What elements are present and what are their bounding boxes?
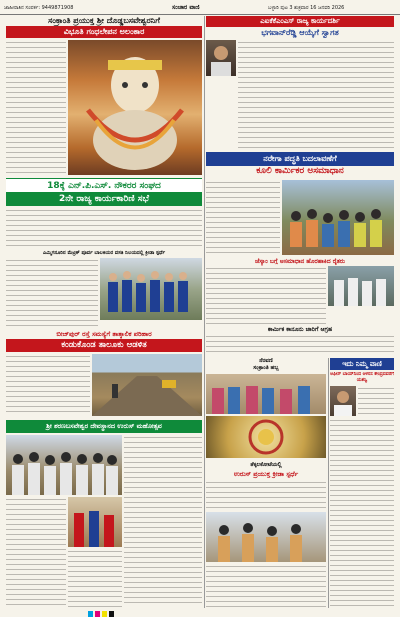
rangoli-pattern (206, 416, 326, 458)
s9-kicker: ನೆರವಣಿ (259, 358, 273, 364)
s6-body (206, 266, 326, 324)
columnist-figure (330, 386, 356, 416)
column-rule (204, 16, 205, 608)
s10-headline: ಇದು ನಿಮ್ಮ ವಾಣಿ (330, 358, 394, 370)
s12-headline: ಉರುಸ್ ಪ್ರಯುಕ್ತ ಕ್ರೀಡಾ ಸ್ಪರ್ಧೆ (233, 470, 299, 478)
s4-headline: 18ಕ್ಕೆ ಎನ್.ಪಿ.ಎಸ್. ನೌಕರರ ಸಂಘದ (6, 178, 202, 192)
s6-headline: ಜೆಸ್ಕಾಂ ಬಗ್ಗೆ ಅಸಮಾಧಾನ ಹೊರಹಾಕಿದ ರೈತರು (254, 258, 345, 265)
idol-shape (68, 40, 202, 175)
sports-photo (100, 258, 202, 320)
urus-crowd (6, 435, 122, 495)
procession-scene (68, 497, 122, 547)
s11-body-3 (68, 549, 122, 607)
s12-kicker: ತೆಕ್ಕಲಕೋಟೆಯಲ್ಲಿ (250, 462, 282, 468)
s1-body (6, 40, 66, 175)
festival-photo (206, 374, 326, 414)
sports-event-photo (206, 512, 326, 562)
s9-headline: ಸಂಕ್ರಾಂತಿ ಹಬ್ಬ (253, 365, 279, 371)
s2-body (238, 40, 394, 150)
black-swatch (109, 611, 114, 617)
s11-body-2 (6, 497, 66, 607)
s11-body (124, 435, 202, 607)
color-registration-strip (88, 611, 114, 617)
s3-headline: ನರೇಗಾ ಪದ್ಧತಿ ಬದಲಾವಣೆಗೆ (206, 152, 394, 166)
s8-kicker: ಬೀಜ್‌ಪುರ್ ರಸ್ತೆ ಸಮಸ್ಯೆಗೆ ತಾತ್ಕಾಲಿಕ ಪರಿಹಾರ (56, 330, 152, 338)
s4-body (6, 208, 202, 248)
s3-body (206, 180, 280, 255)
festival-crowd (206, 374, 326, 414)
s10-subhead: ಆಫೀಸ್ ಬಾಯ್‌ನಿಂದ ಆಳರಸ ಕೇಂದ್ರದವರೆಗೆ ಯಶಸ್ವಿ (330, 372, 394, 383)
s1-kicker: ಸಂಕ್ರಾಂತಿ ಪ್ರಯುಕ್ತ ಶ್ರೀ ದೊಡ್ಡಬಸವೇಶ್ವರನಿಗೆ (48, 16, 160, 25)
paper-name: ಸಂಚಾರ ವಾಣಿ (172, 3, 200, 11)
procession-photo (68, 497, 122, 547)
s8-headline: ಕಂಡುಕೊಂಡ ತಾಲೂಕು ಆಡಳಿತ (6, 339, 202, 352)
rangoli-photo (206, 416, 326, 458)
s5-body (6, 258, 98, 328)
yellow-swatch (102, 611, 107, 617)
masthead-rule (0, 14, 400, 15)
s8-body (6, 354, 90, 416)
s3-subhead: ಕೂಲಿ ಕಾರ್ಮಿಕರ ಅಸಮಾಧಾನ (256, 166, 344, 176)
farmers-photo (328, 266, 394, 306)
s7-body (206, 334, 394, 356)
road-scene (92, 354, 202, 416)
portrait-photo (206, 40, 236, 76)
sports-event (206, 512, 326, 562)
workers-photo (282, 180, 394, 255)
urus-crowd-photo (6, 435, 122, 495)
temple-idol-photo (68, 40, 202, 175)
ad-contact: ಜಾಹೀರಾತಿನ ಸಂಪರ್ಕ: 9449871908 (4, 4, 74, 11)
farmers-group (328, 266, 394, 306)
s5-headline: ಎಮ್ಮಿಗನೂರಿನ ಮೆಟ್ರಿಕ್ ಪೂರ್ವ ಬಾಲಕಿಯರ ವಸತಿ ನಿಲಯದಲ್ಲಿ ಕ್ರೀಡಾ ಸ್ಪರ್ಧೆ (42, 250, 166, 256)
s12-body (206, 480, 326, 510)
s2-kicker: ಎಐಕೆಕೆಎಂಎಸ್ ರಾಜ್ಯ ಕಾರ್ಯದರ್ಶಿ (206, 16, 394, 27)
s4-subhead: 2ನೇ ರಾಜ್ಯ ಕಾರ್ಯಕಾರಿಣಿ ಸಭೆ (6, 192, 202, 206)
s10-body (330, 418, 394, 608)
workers-group (282, 180, 394, 255)
road-repair-photo (92, 354, 202, 416)
s12-body-2 (206, 564, 326, 608)
s1-headline: ವಿಭೂತಿ ಗಂಧಲೇಪನ ಅಲಂಕಾರ (6, 26, 202, 38)
students-group (100, 258, 202, 320)
s11-headline: ಶ್ರೀ ಶರಣಬಸವೇಶ್ವರ ದೇವಸ್ಥಾನದ ಉರುಸ್ ಮಹೋತ್ಸವ (6, 420, 202, 433)
s2-headline: ಭಗವಾನ್‌ರೆಡ್ಡಿ ಆಯ್ಕೆಗೆ ಸ್ವಾಗತ (261, 28, 339, 37)
columnist-photo (330, 386, 356, 416)
s7-headline: ಕಾರ್ಮಿಕ ಕಾನೂನು ಜಾರಿಗೆ ಆಗ್ರಹ (267, 326, 333, 333)
magenta-swatch (95, 611, 100, 617)
s10-intro (358, 386, 394, 416)
page-date: ಬಳ್ಳಾರಿ ಪುಟ 3 ಶುಕ್ರವಾರ 16 ಜನವರಿ 2026 (268, 4, 345, 11)
masthead-bar (0, 2, 400, 13)
portrait-figure (206, 40, 236, 76)
cyan-swatch (88, 611, 93, 617)
column-rule-right (328, 358, 329, 608)
